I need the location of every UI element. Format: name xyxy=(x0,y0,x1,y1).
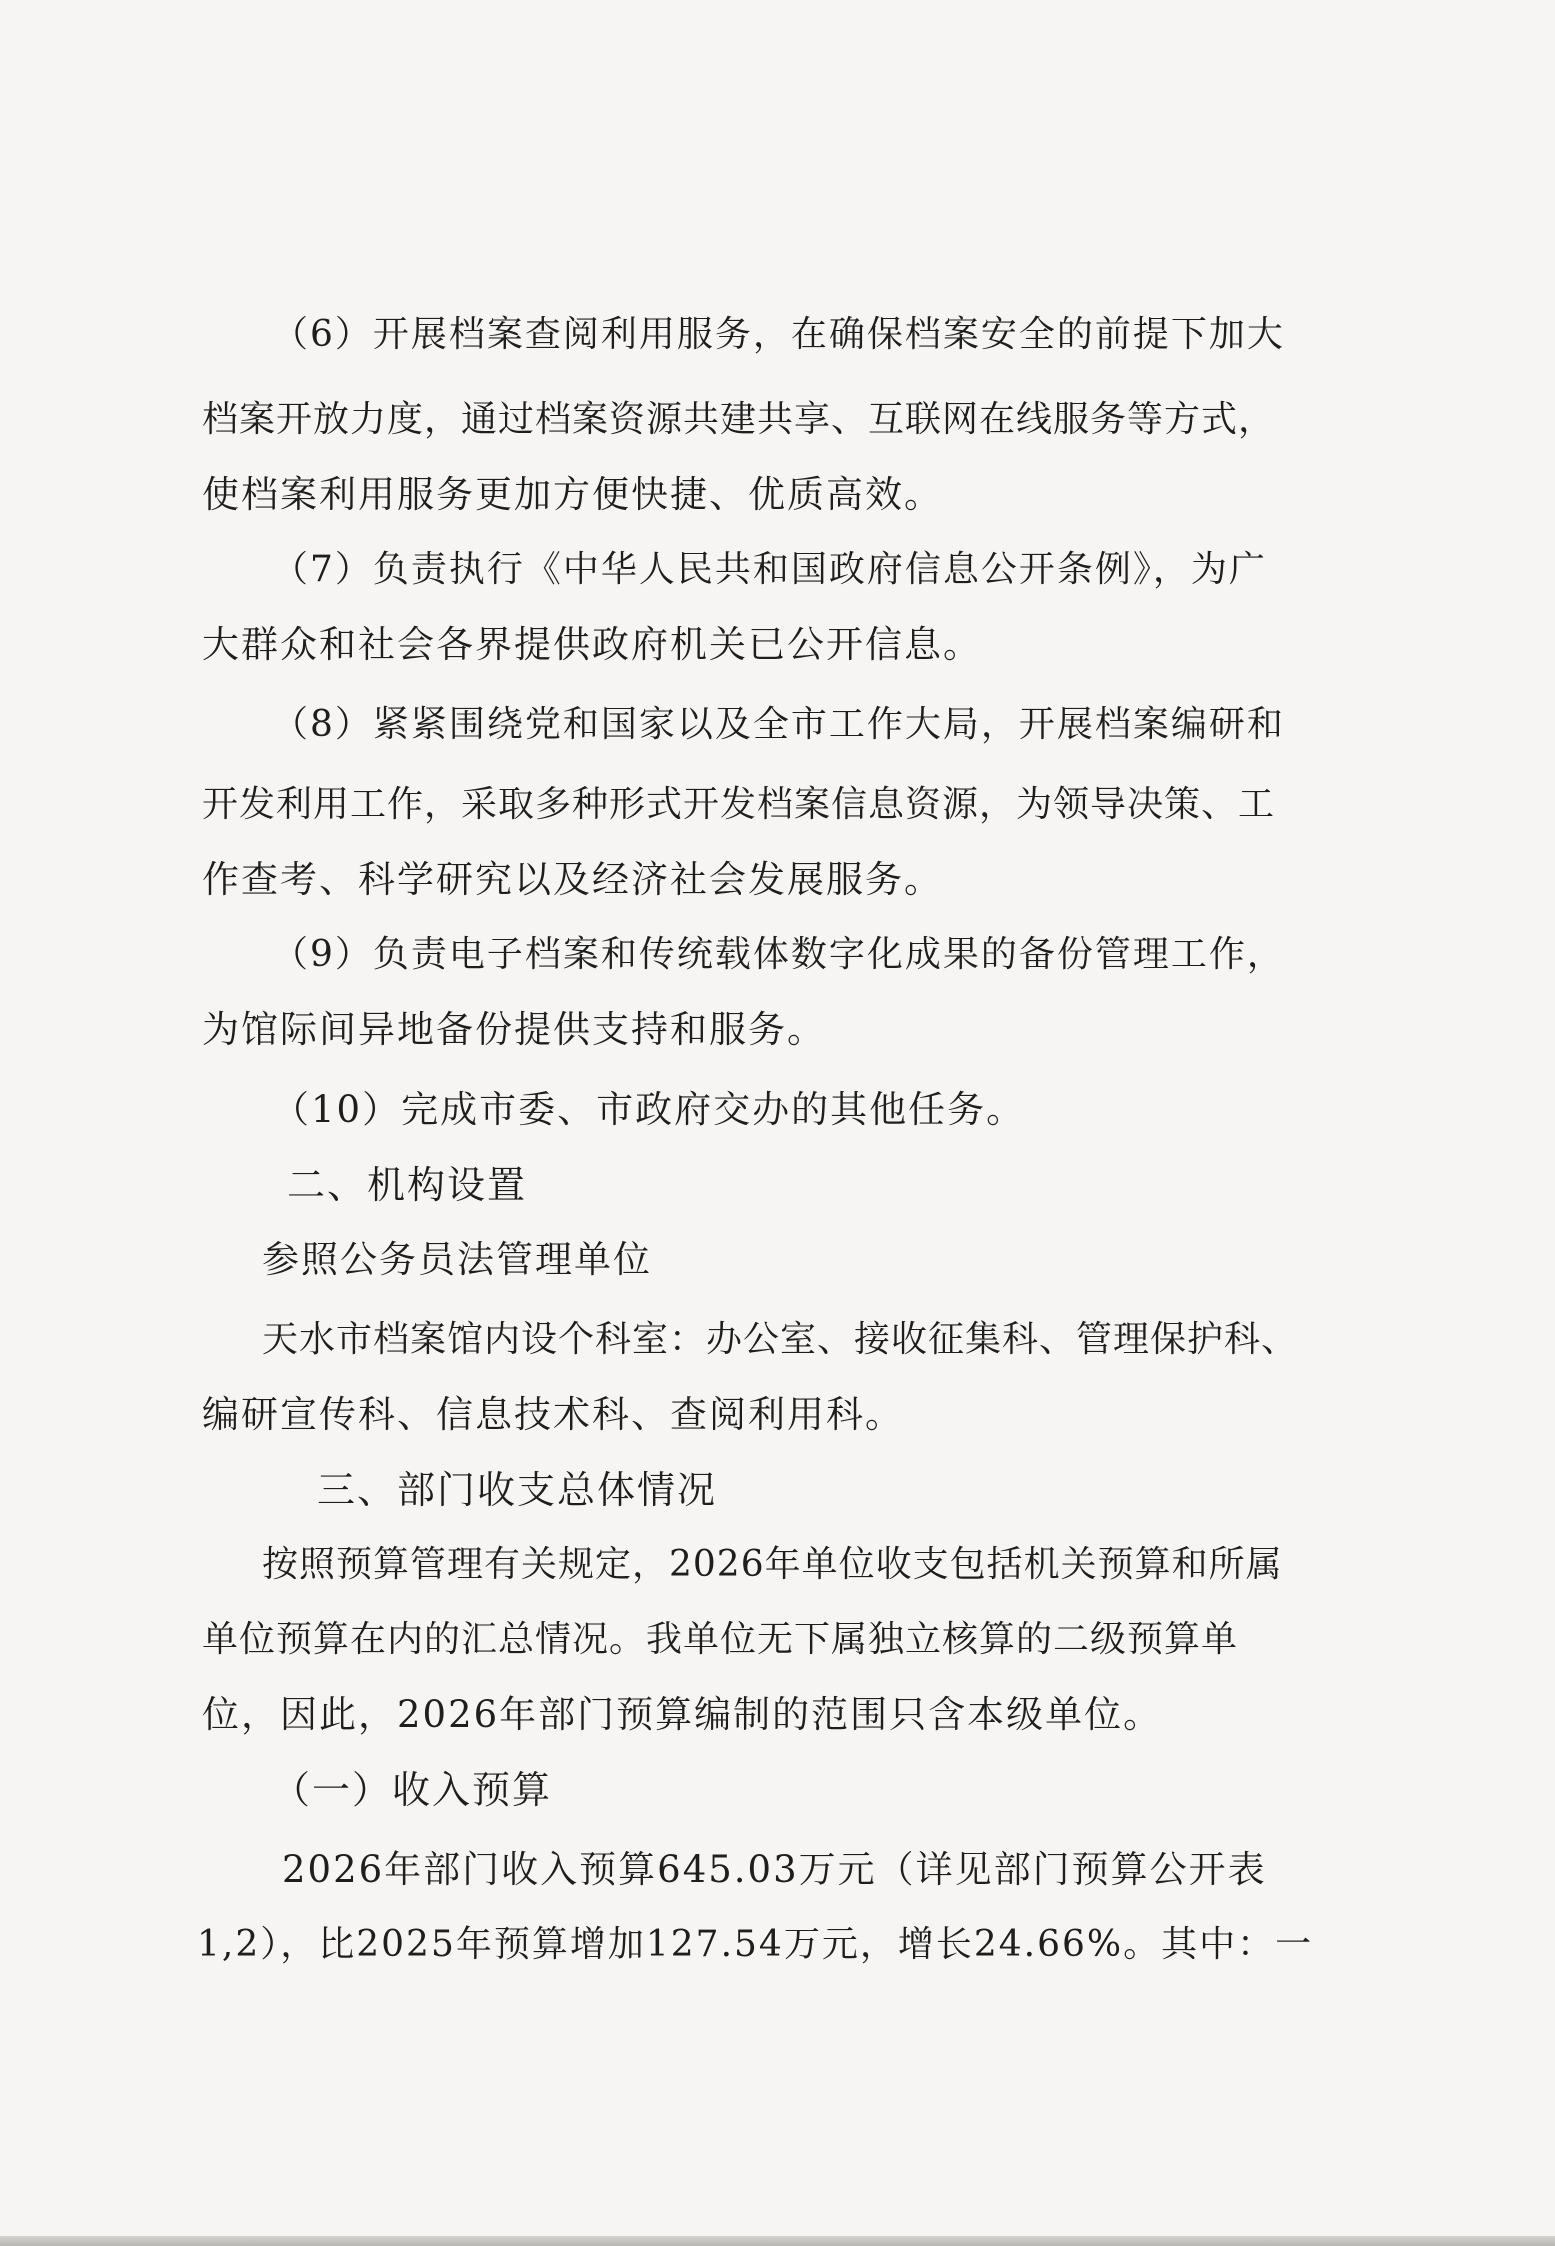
paragraph-7-line-1: （7）负责执行《中华人民共和国政府信息公开条例》，为广 xyxy=(272,549,1267,590)
income-budget-line-1: 2026年部门收入预算645.03万元（详见部门预算公开表 xyxy=(282,1848,1267,1891)
paragraph-9-line-1: （9）负责电子档案和传统载体数字化成果的备份管理工作， xyxy=(272,934,1285,975)
budget-overview-line-1: 按照预算管理有关规定，2026年单位收支包括机关预算和所属 xyxy=(262,1544,1283,1585)
paragraph-9-line-2: 为馆际间异地备份提供支持和服务。 xyxy=(202,1008,826,1051)
section-heading-organization: 二、机构设置 xyxy=(287,1163,528,1207)
scan-bottom-edge xyxy=(0,2236,1555,2246)
paragraph-6-line-1: （6）开展档案查阅利用服务，在确保档案安全的前提下加大 xyxy=(272,314,1285,355)
paragraph-6-line-3: 使档案利用服务更加方便快捷、优质高效。 xyxy=(202,473,943,516)
organization-type: 参照公务员法管理单位 xyxy=(262,1238,652,1281)
paragraph-8-line-1: （8）紧紧围绕党和国家以及全市工作大局，开展档案编研和 xyxy=(272,704,1285,745)
paragraph-10-line-1: （10）完成市委、市政府交办的其他任务。 xyxy=(272,1088,1026,1131)
budget-overview-line-3: 位，因此，2026年部门预算编制的范围只含本级单位。 xyxy=(202,1693,1163,1736)
section-heading-budget-overview: 三、部门收支总体情况 xyxy=(317,1468,718,1512)
paragraph-8-line-2: 开发利用工作，采取多种形式开发档案信息资源，为领导决策、工 xyxy=(202,784,1276,825)
organization-offices-line-1: 天水市档案馆内设个科室：办公室、接收征集科、管理保护科、 xyxy=(262,1319,1299,1360)
budget-overview-line-2: 单位预算在内的汇总情况。我单位无下属独立核算的二级预算单 xyxy=(202,1619,1239,1660)
organization-offices-line-2: 编研宣传科、信息技术科、查阅利用科。 xyxy=(202,1393,904,1436)
paragraph-6-line-2: 档案开放力度，通过档案资源共建共享、互联网在线服务等方式， xyxy=(202,399,1276,440)
income-budget-line-2: 1,2），比2025年预算增加127.54万元，增长24.66%。其中：一 xyxy=(197,1924,1314,1965)
paragraph-8-line-3: 作查考、科学研究以及经济社会发展服务。 xyxy=(202,858,943,901)
subsection-heading-income-budget: （一）收入预算 xyxy=(272,1768,553,1812)
paragraph-7-line-2: 大群众和社会各界提供政府机关已公开信息。 xyxy=(202,623,982,666)
